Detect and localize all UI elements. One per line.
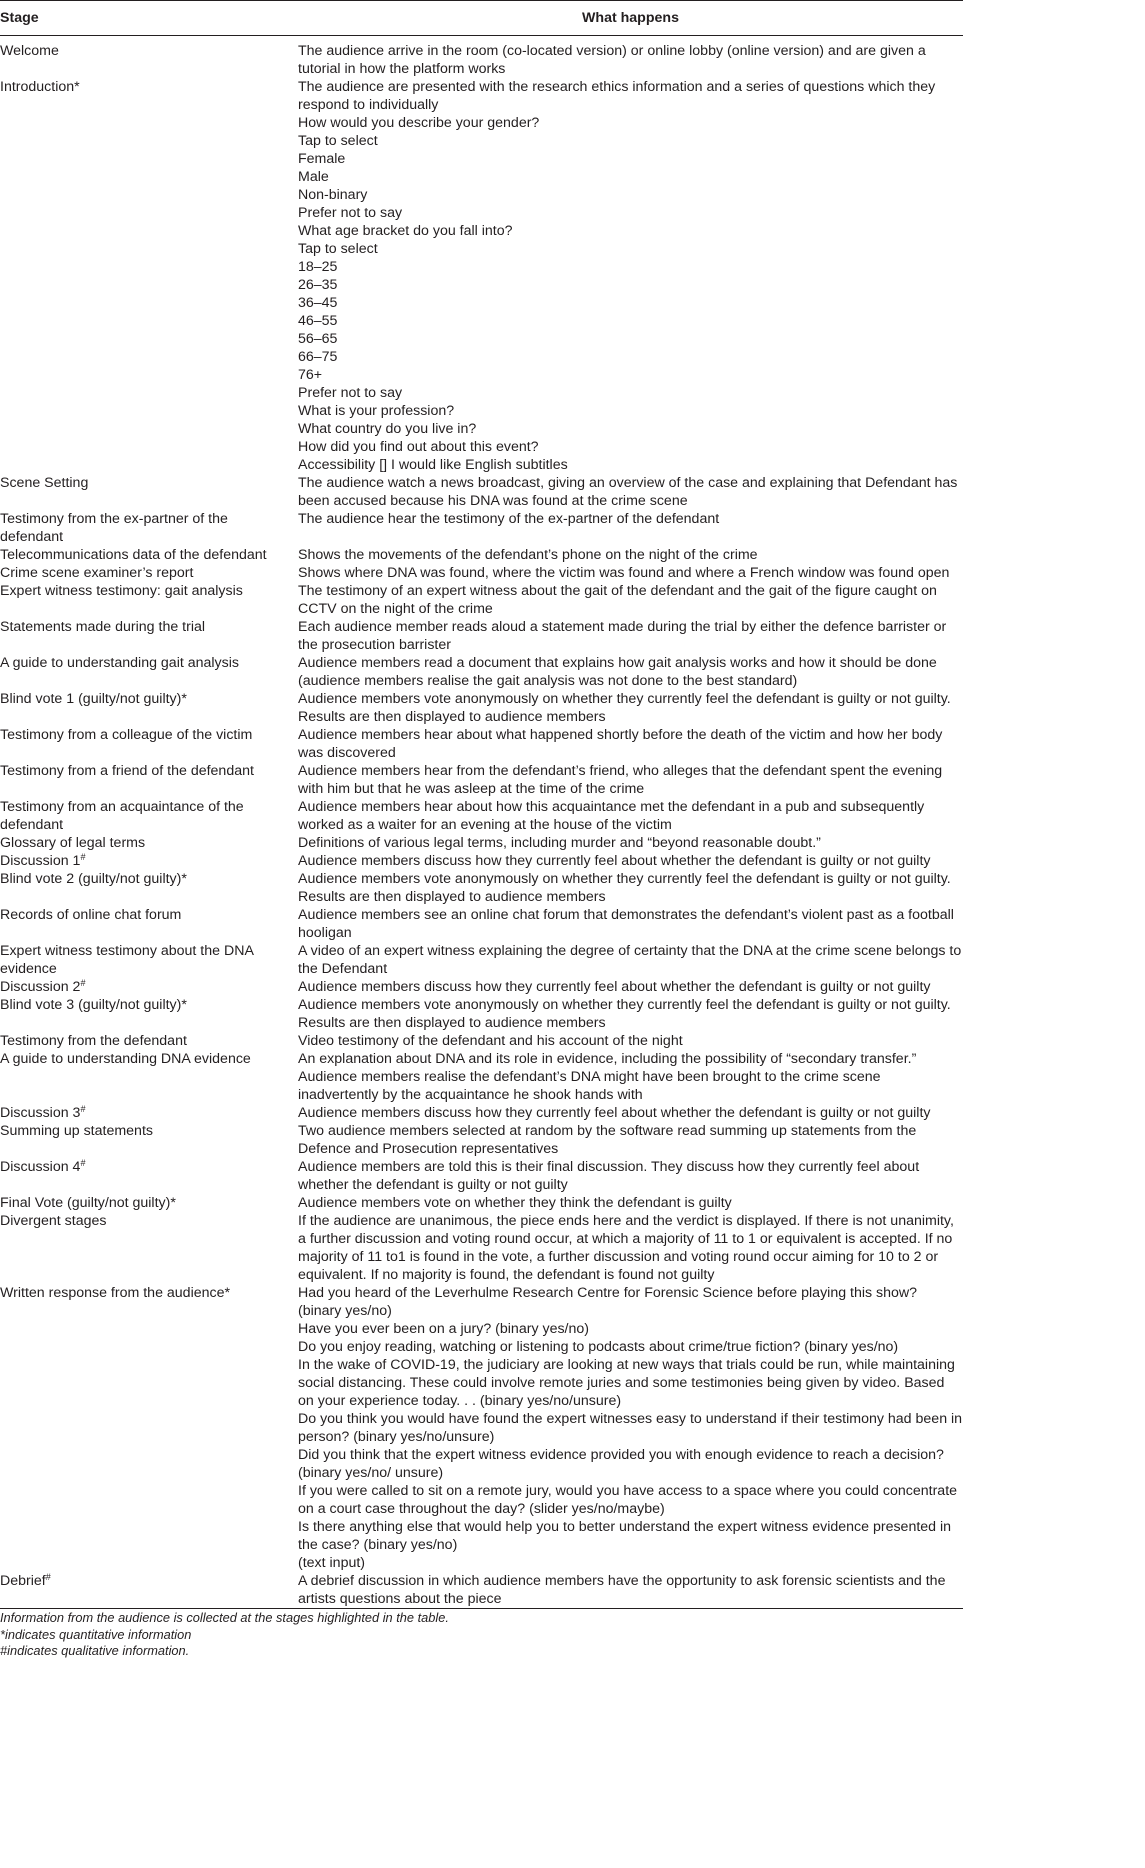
description-cell — [298, 510, 963, 546]
stage-label: Final Vote (guilty/not guilty) — [0, 1195, 171, 1211]
description-cell — [298, 870, 963, 906]
description-line: Shows the movements of the defendant’s phone on the night of the crime — [298, 547, 758, 563]
footnote: *indicates quantitative information — [0, 1626, 192, 1642]
description-line: Definitions of various legal terms, including murder and “beyond reasonable doubt.” — [298, 835, 821, 851]
stage-label: Statements made during the trial — [0, 619, 206, 635]
table-row — [0, 906, 963, 942]
footnote: #indicates qualitative information. — [0, 1643, 190, 1658]
description-line: A debrief discussion in which audience members have the opportunity to ask forensic scientists and the artists questions about the piece — [298, 1573, 946, 1607]
description-cell — [298, 690, 963, 726]
description-line: An explanation about DNA and its role in evidence, including the possibility of “secondary transfer.” Audience members realise the defendant’s DNA might have been brought to the crime scene inadvertently by the acquaintance he shook hands with — [298, 1051, 917, 1103]
header-row — [0, 1, 963, 36]
qualitative-marker: # — [80, 1104, 86, 1114]
stage-cell — [0, 1194, 298, 1212]
description-line: Prefer not to say — [298, 205, 403, 221]
stage-label: Written response from the audience — [0, 1285, 225, 1301]
description-line: The audience watch a news broadcast, giving an overview of the case and explaining that Defendant has been accused because his DNA was found at the crime scene — [298, 475, 958, 509]
stage-cell — [0, 1572, 298, 1609]
description-cell — [298, 582, 963, 618]
description-line: The audience are presented with the research ethics information and a series of questions which they respond to individually — [298, 79, 936, 113]
qualitative-marker: # — [45, 1572, 51, 1582]
table-row — [0, 1212, 963, 1284]
stage-label: Telecommunications data of the defendant — [0, 547, 267, 563]
description-line: What age bracket do you fall into? — [298, 223, 513, 239]
description-cell — [298, 1032, 963, 1050]
description-line: Had you heard of the Leverhulme Research Centre for Forensic Science before playing this show? (binary yes/no) — [298, 1285, 918, 1319]
description-line: 76+ — [298, 367, 323, 383]
description-line: Is there anything else that would help you to better understand the expert witness evidence presented in the case? (binary yes/no) — [298, 1519, 952, 1553]
description-line: Audience members are told this is their final discussion. They discuss how they currently feel about whether the defendant is guilty or not guilty — [298, 1159, 920, 1193]
description-line: Two audience members selected at random by the software read summing up statements from the Defence and Prosecution representatives — [298, 1123, 917, 1157]
table-row — [0, 690, 963, 726]
column-header-stage: Stage — [0, 1, 298, 36]
table-row — [0, 942, 963, 978]
stage-cell — [0, 78, 298, 474]
stage-cell — [0, 1050, 298, 1104]
description-line: Audience members discuss how they currently feel about whether the defendant is guilty or not guilty — [298, 1105, 931, 1121]
stage-label: Debrief — [0, 1573, 46, 1589]
description-line: Did you think that the expert witness evidence provided you with enough evidence to reach a decision? (binary yes/no/ unsure) — [298, 1447, 944, 1481]
stage-cell — [0, 36, 298, 79]
table-row — [0, 834, 963, 852]
description-cell — [298, 1572, 963, 1609]
stage-label: Discussion 2 — [0, 979, 81, 995]
description-cell — [298, 906, 963, 942]
table-row — [0, 1194, 963, 1212]
description-line: A video of an expert witness explaining the degree of certainty that the DNA at the crime scene belongs to the Defendant — [298, 943, 962, 977]
description-line: Have you ever been on a jury? (binary yes/no) — [298, 1321, 590, 1337]
stage-label: Testimony from an acquaintance of the defendant — [0, 799, 244, 833]
description-line: Shows where DNA was found, where the victim was found and where a French window was found open — [298, 565, 950, 581]
description-line: Male — [298, 169, 329, 185]
description-cell — [298, 978, 963, 996]
stage-label: Discussion 4 — [0, 1159, 81, 1175]
description-line: 66–75 — [298, 349, 338, 365]
stage-cell — [0, 906, 298, 942]
description-line: Audience members vote anonymously on whether they currently feel the defendant is guilty or not guilty. Results are then displayed to audience members — [298, 691, 951, 725]
description-line: Do you enjoy reading, watching or listening to podcasts about crime/true fiction? (binary yes/no) — [298, 1339, 899, 1355]
stage-label: Expert witness testimony: gait analysis — [0, 583, 243, 599]
description-cell — [298, 798, 963, 834]
description-line: Non-binary — [298, 187, 368, 203]
stage-cell — [0, 798, 298, 834]
description-cell — [298, 546, 963, 564]
description-cell — [298, 726, 963, 762]
table-footnotes — [0, 1610, 1145, 1660]
stage-label: Summing up statements — [0, 1123, 153, 1139]
description-cell — [298, 618, 963, 654]
table-body — [0, 36, 963, 1609]
table-row — [0, 654, 963, 690]
description-cell — [298, 762, 963, 798]
table-row — [0, 798, 963, 834]
table-row — [0, 1158, 963, 1194]
stage-label: Divergent stages — [0, 1213, 107, 1229]
description-cell — [298, 474, 963, 510]
table-row — [0, 546, 963, 564]
description-cell — [298, 1104, 963, 1122]
description-line: Audience members see an online chat forum that demonstrates the defendant’s violent past as a football hooligan — [298, 907, 954, 941]
quantitative-marker: * — [181, 871, 187, 887]
description-line: What country do you live in? — [298, 421, 477, 437]
description-line: Prefer not to say — [298, 385, 403, 401]
stage-cell — [0, 510, 298, 546]
description-cell — [298, 1050, 963, 1104]
description-line: 36–45 — [298, 295, 338, 311]
table-row — [0, 582, 963, 618]
stage-label: Discussion 3 — [0, 1105, 81, 1121]
stage-cell — [0, 1032, 298, 1050]
table-row — [0, 852, 963, 870]
quantitative-marker: * — [181, 691, 187, 707]
stage-cell — [0, 978, 298, 996]
table-row — [0, 1122, 963, 1158]
table-header — [0, 1, 963, 36]
stage-label: Welcome — [0, 43, 59, 59]
description-line: Tap to select — [298, 133, 378, 149]
table-row — [0, 78, 963, 474]
stage-cell — [0, 762, 298, 798]
description-cell — [298, 564, 963, 582]
stage-cell — [0, 942, 298, 978]
description-cell — [298, 78, 963, 474]
table-row — [0, 510, 963, 546]
stage-cell — [0, 690, 298, 726]
description-line: Audience members vote on whether they think the defendant is guilty — [298, 1195, 732, 1211]
description-cell — [298, 654, 963, 690]
stage-label: Records of online chat forum — [0, 907, 182, 923]
description-line: If the audience are unanimous, the piece ends here and the verdict is displayed. If there is not unanimity, a further discussion and voting round occur, at which a majority of 11 to 1 or equivalent is accepted. If no majority of 11 to1 is found in the vote, a further discussion and voting round occur aiming for 10 to 2 or equivalent. If no majority is found, the defendant is found not guilty — [298, 1213, 954, 1283]
description-line: What is your profession? — [298, 403, 455, 419]
description-cell — [298, 996, 963, 1032]
description-line: In the wake of COVID-19, the judiciary are looking at new ways that trials could be run, while maintaining social distancing. These could involve remote juries and some testimonies being given by video. Based on your experience today. . . (binary yes/no/unsure) — [298, 1357, 955, 1409]
table-row — [0, 564, 963, 582]
description-cell — [298, 1194, 963, 1212]
stage-label: Testimony from the ex-partner of the defendant — [0, 511, 228, 545]
description-line: Audience members vote anonymously on whether they currently feel the defendant is guilty or not guilty. Results are then displayed to audience members — [298, 997, 951, 1031]
description-cell — [298, 1284, 963, 1572]
table-row — [0, 618, 963, 654]
description-cell — [298, 834, 963, 852]
table-row — [0, 870, 963, 906]
table-row — [0, 474, 963, 510]
description-cell — [298, 852, 963, 870]
stage-label: Scene Setting — [0, 475, 89, 491]
table-row — [0, 996, 963, 1032]
quantitative-marker: * — [181, 997, 187, 1013]
description-line: Audience members hear from the defendant’s friend, who alleges that the defendant spent the evening with him but that he was asleep at the time of the crime — [298, 763, 943, 797]
stage-label: Testimony from a colleague of the victim — [0, 727, 253, 743]
quantitative-marker: * — [170, 1195, 176, 1211]
stage-cell — [0, 726, 298, 762]
table-row — [0, 36, 963, 79]
description-line: 56–65 — [298, 331, 338, 347]
stage-label: Expert witness testimony about the DNA evidence — [0, 943, 254, 977]
stage-cell — [0, 852, 298, 870]
stage-cell — [0, 654, 298, 690]
description-line: The audience arrive in the room (co-located version) or online lobby (online version) and are given a tutorial in how the platform works — [298, 43, 926, 77]
description-line: How did you find out about this event? — [298, 439, 539, 455]
description-line: If you were called to sit on a remote jury, would you have access to a space where you could concentrate on a court case throughout the day? (slider yes/no/maybe) — [298, 1483, 958, 1517]
stage-label: Testimony from the defendant — [0, 1033, 187, 1049]
qualitative-marker: # — [80, 1158, 86, 1168]
table-row — [0, 1032, 963, 1050]
description-line: Tap to select — [298, 241, 378, 257]
description-line: Audience members discuss how they currently feel about whether the defendant is guilty or not guilty — [298, 979, 931, 995]
description-line: Video testimony of the defendant and his account of the night — [298, 1033, 683, 1049]
stage-label: Blind vote 1 (guilty/not guilty) — [0, 691, 182, 707]
description-line: Audience members vote anonymously on whether they currently feel the defendant is guilty or not guilty. Results are then displayed to audience members — [298, 871, 951, 905]
quantitative-marker: * — [224, 1285, 231, 1301]
table-row — [0, 1050, 963, 1104]
description-cell — [298, 36, 963, 79]
stage-cell — [0, 1122, 298, 1158]
stage-cell — [0, 582, 298, 618]
description-line: Each audience member reads aloud a statement made during the trial by either the defence barrister or the prosecution barrister — [298, 619, 947, 653]
stage-cell — [0, 834, 298, 852]
stage-cell — [0, 996, 298, 1032]
qualitative-marker: # — [80, 852, 86, 862]
stage-cell — [0, 1104, 298, 1122]
description-line: Female — [298, 151, 346, 167]
description-line: 26–35 — [298, 277, 338, 293]
description-line: Accessibility [] I would like English subtitles — [298, 457, 568, 473]
stage-cell — [0, 474, 298, 510]
description-cell — [298, 1122, 963, 1158]
description-line: 46–55 — [298, 313, 338, 329]
table-row — [0, 1104, 963, 1122]
table-row — [0, 726, 963, 762]
stage-cell — [0, 1158, 298, 1194]
description-line: Do you think you would have found the expert witnesses easy to understand if their testimony had been in person? (binary yes/no/unsure) — [298, 1411, 963, 1445]
table-row — [0, 978, 963, 996]
stage-label: Introduction — [0, 79, 75, 95]
description-cell — [298, 1212, 963, 1284]
quantitative-marker: * — [74, 79, 80, 95]
table-row — [0, 1284, 963, 1572]
description-line: Audience members read a document that explains how gait analysis works and how it should be done (audience members realise the gait analysis was not done to the best standard) — [298, 655, 937, 689]
description-line: Audience members hear about what happened shortly before the death of the victim and how her body was discovered — [298, 727, 943, 761]
description-line: 18–25 — [298, 259, 338, 275]
qualitative-marker: # — [80, 978, 86, 988]
stage-cell — [0, 564, 298, 582]
description-line: The audience hear the testimony of the ex-partner of the defendant — [298, 511, 720, 527]
stage-cell — [0, 618, 298, 654]
stage-cell — [0, 1212, 298, 1284]
description-line: (text input) — [298, 1555, 366, 1571]
stage-label: Glossary of legal terms — [0, 835, 146, 851]
column-header-what-happens: What happens — [298, 1, 963, 36]
stage-label: Crime scene examiner’s report — [0, 565, 194, 581]
footnote: Information from the audience is collected at the stages highlighted in the table. — [0, 1610, 449, 1625]
table-row — [0, 762, 963, 798]
stage-label: Blind vote 3 (guilty/not guilty) — [0, 997, 182, 1013]
description-line: How would you describe your gender? — [298, 115, 540, 131]
stage-label: Discussion 1 — [0, 853, 81, 869]
description-cell — [298, 942, 963, 978]
stage-cell — [0, 1284, 298, 1572]
stage-label: A guide to understanding DNA evidence — [0, 1051, 251, 1067]
description-cell — [298, 1158, 963, 1194]
description-line: Audience members hear about how this acquaintance met the defendant in a pub and subsequently worked as a waiter for an evening at the house of the victim — [298, 799, 925, 833]
stage-label: Testimony from a friend of the defendant — [0, 763, 254, 779]
stage-cell — [0, 870, 298, 906]
table-row — [0, 1572, 963, 1609]
stage-label: Blind vote 2 (guilty/not guilty) — [0, 871, 182, 887]
stage-label: A guide to understanding gait analysis — [0, 655, 239, 671]
description-line: The testimony of an expert witness about the gait of the defendant and the gait of the figure caught on CCTV on the night of the crime — [298, 583, 937, 617]
description-line: Audience members discuss how they currently feel about whether the defendant is guilty or not guilty — [298, 853, 931, 869]
stage-cell — [0, 546, 298, 564]
